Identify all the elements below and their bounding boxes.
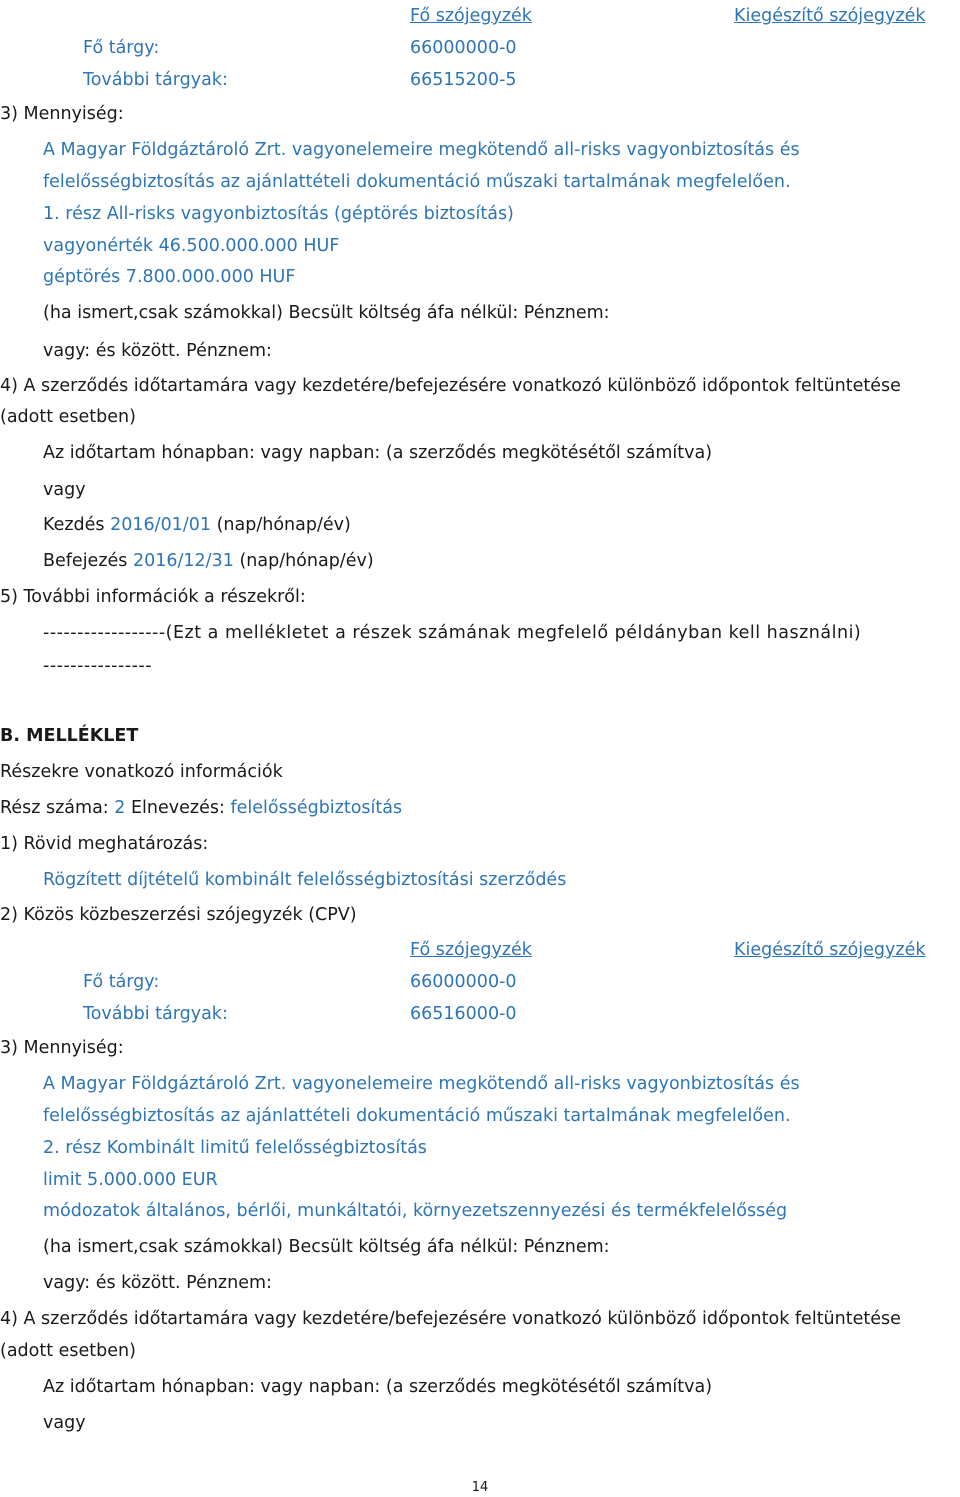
end-format: (nap/hónap/év): [239, 551, 374, 571]
cpv-other-code-2: 66516000-0: [410, 1004, 517, 1024]
cost-range: vagy: és között. Pénznem:: [43, 341, 272, 361]
cpv-header-main: Fő szójegyzék: [410, 6, 532, 26]
separator-note: ------------------(Ezt a mellékletet a részek számának megfelelő példányban kell használni): [43, 623, 862, 643]
part-number-label: Rész száma:: [0, 798, 109, 818]
part-name: felelősségbiztosítás: [230, 798, 403, 818]
cpv-heading: 2) Közös közbeszerzési szójegyzék (CPV): [0, 905, 357, 925]
or-text-2: vagy: [43, 1413, 86, 1433]
start-label: Kezdés: [43, 515, 105, 535]
cpv-header-supplementary-2: Kiegészítő szójegyzék: [734, 940, 926, 960]
quantity-label-2: 3) Mennyiség:: [0, 1038, 124, 1058]
quantity-line-5: géptörés 7.800.000.000 HUF: [43, 267, 296, 287]
part-info-line: [0, 797, 402, 819]
annex-subtitle: Részekre vonatkozó információk: [0, 762, 283, 782]
quantity-line-1: [43, 139, 800, 161]
cpv-main-code: 66000000-0: [410, 38, 517, 58]
end-label: Befejezés: [43, 551, 128, 571]
duration-heading-cont: (adott esetben): [0, 407, 136, 427]
company-name: A Magyar Földgáztároló Zrt.: [43, 140, 287, 160]
duration-heading-2: 4) A szerződés időtartamára vagy kezdetére/befejezésére vonatkozó különböző időpontok feltüntetése: [0, 1309, 901, 1329]
quantity2-line-4: limit 5.000.000 EUR: [43, 1170, 218, 1190]
annex-title: B. MELLÉKLET: [0, 726, 139, 746]
separator-line: ----------------: [43, 656, 153, 676]
quantity-line-1-rest: vagyonelemeire megkötendő all-risks vagyonbiztosítás és: [286, 140, 800, 160]
quantity-line-3: 1. rész All-risks vagyonbiztosítás (géptörés biztosítás): [43, 204, 514, 224]
cost-range-2: vagy: és között. Pénznem:: [43, 1273, 272, 1293]
end-date: 2016/12/31: [132, 551, 234, 571]
page-number: 14: [471, 1480, 489, 1495]
estimated-cost-2: (ha ismert,csak számokkal) Becsült költség áfa nélkül: Pénznem:: [43, 1237, 610, 1257]
quantity2-line-1-rest: vagyonelemeire megkötendő all-risks vagyonbiztosítás és: [286, 1074, 800, 1094]
cpv-other-code: 66515200-5: [410, 70, 517, 90]
quantity-label: 3) Mennyiség:: [0, 104, 124, 124]
duration-months-2: Az időtartam hónapban: vagy napban: (a szerződés megkötésétől számítva): [43, 1377, 713, 1397]
duration-months: Az időtartam hónapban: vagy napban: (a szerződés megkötésétől számítva): [43, 443, 713, 463]
start-format: (nap/hónap/év): [216, 515, 351, 535]
quantity2-line-5: módozatok általános, bérlői, munkáltatói, környezetszennyezési és termékfelelősség: [43, 1201, 788, 1221]
start-date: 2016/01/01: [110, 515, 212, 535]
or-text: vagy: [43, 480, 86, 500]
estimated-cost: (ha ismert,csak számokkal) Becsült költség áfa nélkül: Pénznem:: [43, 303, 610, 323]
quantity-line-2: felelősségbiztosítás az ajánlattételi dokumentáció műszaki tartalmának megfelelően.: [43, 172, 791, 192]
start-date-line: [43, 514, 351, 536]
part-name-label: Elnevezés:: [131, 798, 225, 818]
cpv-other-label-2: További tárgyak:: [83, 1004, 228, 1024]
end-date-line: [43, 550, 374, 572]
cpv-header-supplementary: Kiegészítő szójegyzék: [734, 6, 926, 26]
short-description-label: 1) Rövid meghatározás:: [0, 834, 209, 854]
cpv-other-label: További tárgyak:: [83, 70, 228, 90]
short-description: Rögzített díjtételű kombinált felelősségbiztosítási szerződés: [43, 870, 567, 890]
quantity2-line-3: 2. rész Kombinált limitű felelősségbiztosítás: [43, 1138, 427, 1158]
cpv-main-label: Fő tárgy:: [83, 38, 160, 58]
cpv-main-label-2: Fő tárgy:: [83, 972, 160, 992]
additional-info: 5) További információk a részekről:: [0, 587, 306, 607]
company-name-2: A Magyar Földgáztároló Zrt.: [43, 1074, 287, 1094]
quantity2-line-1: [43, 1073, 800, 1095]
duration-heading: 4) A szerződés időtartamára vagy kezdetére/befejezésére vonatkozó különböző időpontok feltüntetése: [0, 376, 901, 396]
quantity2-line-2: felelősségbiztosítás az ajánlattételi dokumentáció műszaki tartalmának megfelelően.: [43, 1106, 791, 1126]
cpv-main-code-2: 66000000-0: [410, 972, 517, 992]
part-number: 2: [114, 798, 126, 818]
duration-heading-cont-2: (adott esetben): [0, 1341, 136, 1361]
quantity-line-4: vagyonérték 46.500.000.000 HUF: [43, 236, 340, 256]
cpv-header-main-2: Fő szójegyzék: [410, 940, 532, 960]
